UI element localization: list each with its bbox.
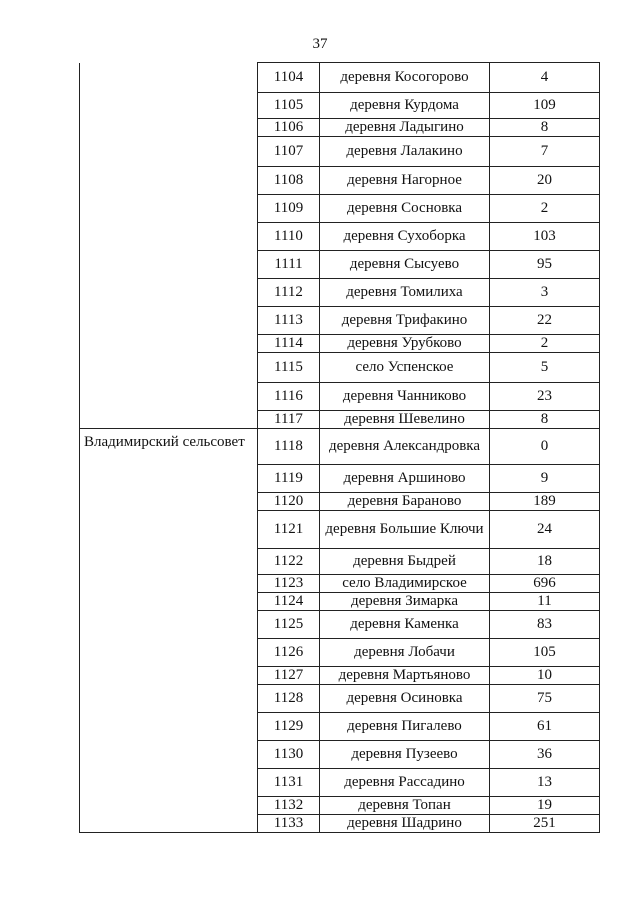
population-cell: 23 — [490, 383, 600, 411]
row-number-cell: 1131 — [258, 769, 320, 797]
settlement-name-cell: деревня Александровка — [320, 429, 490, 465]
row-number-cell: 1121 — [258, 511, 320, 549]
population-cell: 24 — [490, 511, 600, 549]
settlement-name-cell: деревня Мартьяново — [320, 667, 490, 685]
settlement-name-cell: деревня Шевелино — [320, 411, 490, 429]
settlement-name-cell: деревня Нагорное — [320, 167, 490, 195]
population-cell: 189 — [490, 493, 600, 511]
row-number-cell: 1127 — [258, 667, 320, 685]
settlement-name-cell: деревня Сухоборка — [320, 223, 490, 251]
table-row — [80, 429, 600, 465]
settlement-name-cell: деревня Трифакино — [320, 307, 490, 335]
table-body — [80, 63, 600, 833]
population-cell: 4 — [490, 63, 600, 93]
row-number-cell: 1130 — [258, 741, 320, 769]
row-number-cell: 1115 — [258, 353, 320, 383]
population-cell: 8 — [490, 411, 600, 429]
population-cell: 9 — [490, 465, 600, 493]
row-number-cell: 1120 — [258, 493, 320, 511]
row-number-cell: 1118 — [258, 429, 320, 465]
population-cell: 251 — [490, 815, 600, 833]
row-number-cell: 1111 — [258, 251, 320, 279]
settlement-name-cell: деревня Урубково — [320, 335, 490, 353]
settlement-name-cell: деревня Пузеево — [320, 741, 490, 769]
population-cell: 109 — [490, 93, 600, 119]
row-number-cell: 1117 — [258, 411, 320, 429]
row-number-cell: 1114 — [258, 335, 320, 353]
row-number-cell: 1110 — [258, 223, 320, 251]
settlement-name-cell: деревня Большие Ключи — [320, 511, 490, 549]
population-cell: 75 — [490, 685, 600, 713]
settlement-name-cell: деревня Быдрей — [320, 549, 490, 575]
row-number-cell: 1109 — [258, 195, 320, 223]
population-cell: 19 — [490, 797, 600, 815]
row-number-cell: 1128 — [258, 685, 320, 713]
population-cell: 3 — [490, 279, 600, 307]
row-number-cell: 1129 — [258, 713, 320, 741]
settlement-name-cell: деревня Чанниково — [320, 383, 490, 411]
population-cell: 2 — [490, 335, 600, 353]
settlement-name-cell: деревня Шадрино — [320, 815, 490, 833]
settlement-name-cell: деревня Осиновка — [320, 685, 490, 713]
row-number-cell: 1105 — [258, 93, 320, 119]
population-cell: 20 — [490, 167, 600, 195]
population-cell: 2 — [490, 195, 600, 223]
settlement-name-cell: деревня Пигалево — [320, 713, 490, 741]
settlement-name-cell: деревня Косогорово — [320, 63, 490, 93]
settlement-name-cell: деревня Лобачи — [320, 639, 490, 667]
population-cell: 18 — [490, 549, 600, 575]
row-number-cell: 1106 — [258, 119, 320, 137]
row-number-cell: 1123 — [258, 575, 320, 593]
population-cell: 22 — [490, 307, 600, 335]
settlement-name-cell: деревня Ладыгино — [320, 119, 490, 137]
row-number-cell: 1133 — [258, 815, 320, 833]
population-cell: 696 — [490, 575, 600, 593]
row-number-cell: 1132 — [258, 797, 320, 815]
settlement-name-cell: деревня Рассадино — [320, 769, 490, 797]
population-cell: 61 — [490, 713, 600, 741]
settlement-name-cell: деревня Аршиново — [320, 465, 490, 493]
row-number-cell: 1126 — [258, 639, 320, 667]
row-number-cell: 1124 — [258, 593, 320, 611]
settlement-name-cell: деревня Топан — [320, 797, 490, 815]
settlement-name-cell: деревня Каменка — [320, 611, 490, 639]
population-cell: 103 — [490, 223, 600, 251]
row-number-cell: 1112 — [258, 279, 320, 307]
population-cell: 7 — [490, 137, 600, 167]
row-number-cell: 1113 — [258, 307, 320, 335]
settlement-name-cell: село Владимирское — [320, 575, 490, 593]
row-number-cell: 1122 — [258, 549, 320, 575]
population-cell: 5 — [490, 353, 600, 383]
population-cell: 83 — [490, 611, 600, 639]
district-cell — [80, 63, 258, 429]
row-number-cell: 1108 — [258, 167, 320, 195]
district-cell — [80, 429, 258, 833]
population-cell: 105 — [490, 639, 600, 667]
population-cell: 11 — [490, 593, 600, 611]
settlement-name-cell: деревня Бараново — [320, 493, 490, 511]
row-number-cell: 1125 — [258, 611, 320, 639]
row-number-cell: 1104 — [258, 63, 320, 93]
settlement-name-cell: деревня Зимарка — [320, 593, 490, 611]
settlements-table — [79, 62, 600, 833]
settlement-name-cell: деревня Томилиха — [320, 279, 490, 307]
settlement-name-cell: село Успенское — [320, 353, 490, 383]
population-cell: 36 — [490, 741, 600, 769]
settlement-name-cell: деревня Лалакино — [320, 137, 490, 167]
table-row — [80, 63, 600, 93]
population-cell: 13 — [490, 769, 600, 797]
row-number-cell: 1119 — [258, 465, 320, 493]
row-number-cell: 1107 — [258, 137, 320, 167]
population-cell: 8 — [490, 119, 600, 137]
population-cell: 10 — [490, 667, 600, 685]
settlement-name-cell: деревня Сысуево — [320, 251, 490, 279]
page-number: 37 — [312, 36, 328, 52]
district-name: Владимирский сельсовет — [84, 434, 245, 450]
row-number-cell: 1116 — [258, 383, 320, 411]
settlement-name-cell: деревня Курдома — [320, 93, 490, 119]
population-cell: 0 — [490, 429, 600, 465]
population-cell: 95 — [490, 251, 600, 279]
settlement-name-cell: деревня Сосновка — [320, 195, 490, 223]
